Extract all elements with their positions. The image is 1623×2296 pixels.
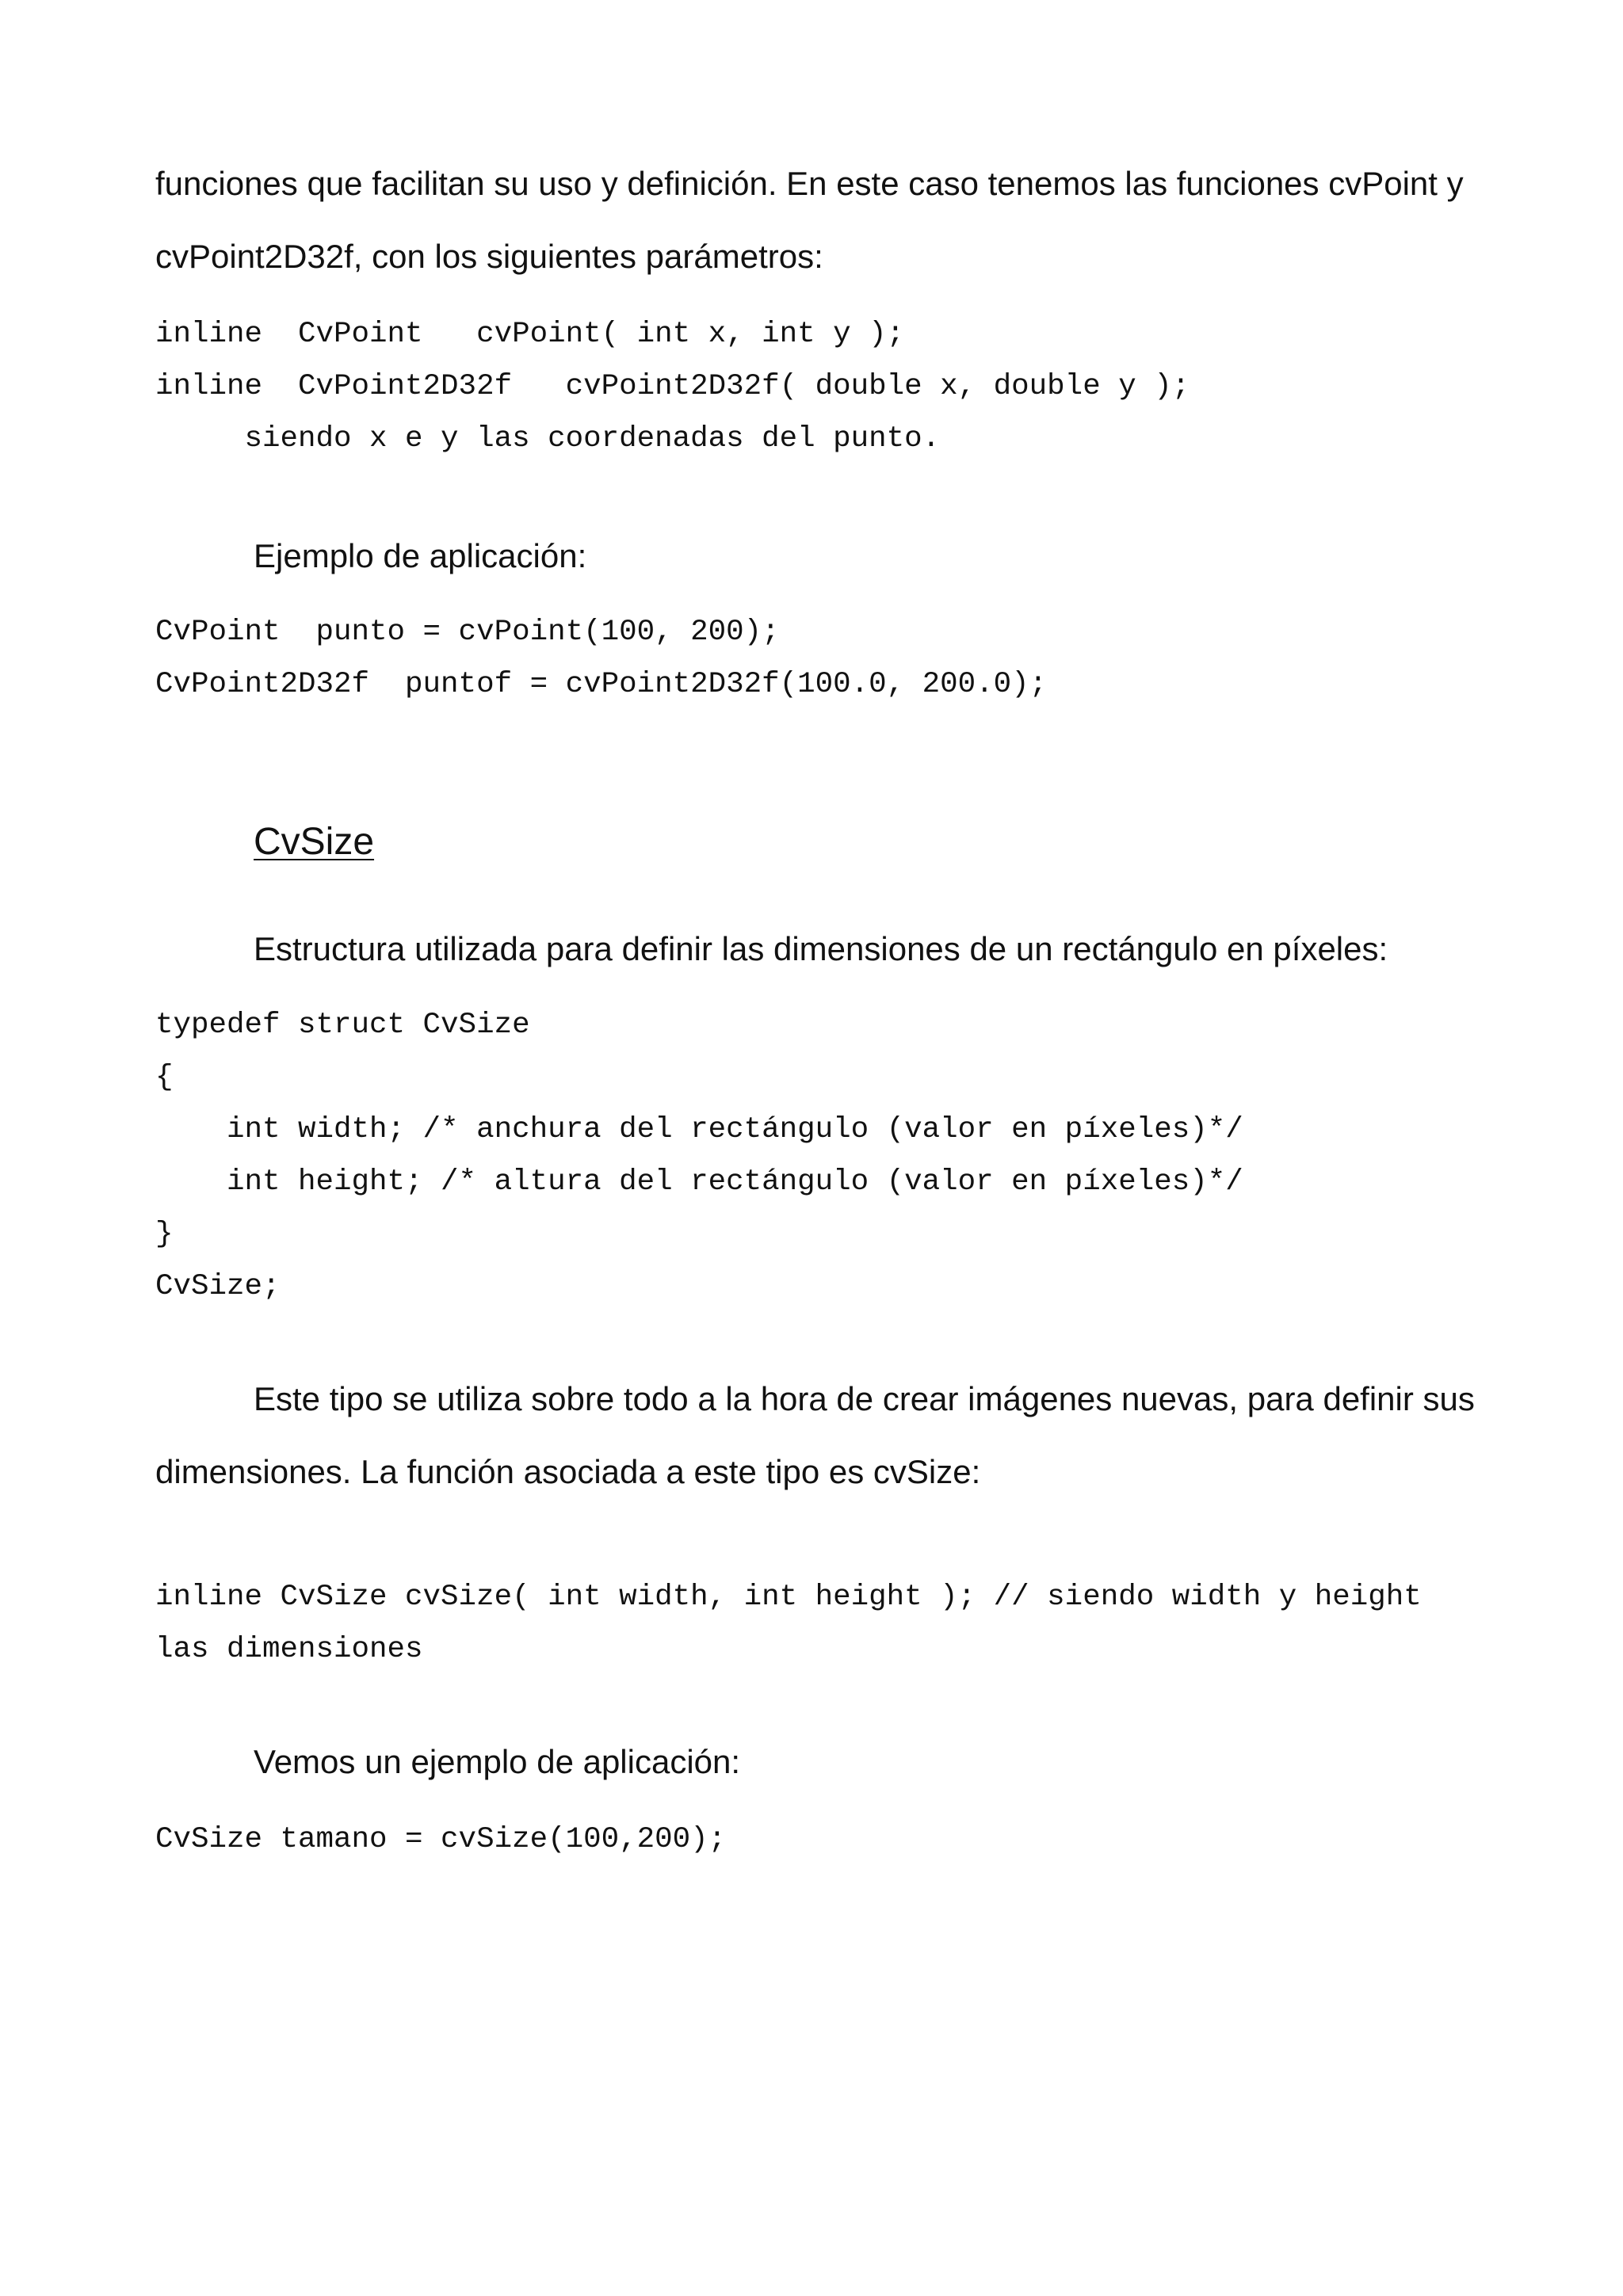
example1-code-line-1: CvPoint punto = cvPoint(100, 200); <box>155 616 780 649</box>
code-decl-line-2: inline CvPoint2D32f cvPoint2D32f( double x, double y ); <box>155 370 1190 403</box>
example2-label: Vemos un ejemplo de aplicación: <box>254 1743 741 1780</box>
struct-code-line-5: } <box>155 1218 174 1251</box>
section-description: Estructura utilizada para definir las dimensiones de un rectángulo en píxeles: <box>254 930 1388 967</box>
code-decl-line-1: inline CvPoint cvPoint( int x, int y ); <box>155 318 905 351</box>
example1-label: Ejemplo de aplicación: <box>254 537 587 574</box>
section-title: CvSize <box>254 821 375 863</box>
intro-line-1: funciones que facilitan su uso y definición. En este caso tenemos las funciones cvPoint y <box>155 165 1464 202</box>
struct-code-line-1: typedef struct CvSize <box>155 1009 530 1042</box>
usage-line-2: dimensiones. La función asociada a este tipo es cvSize: <box>155 1453 981 1490</box>
struct-code-line-3: int width; /* anchura del rectángulo (valor en píxeles)*/ <box>155 1113 1243 1146</box>
struct-code-line-4: int height; /* altura del rectángulo (valor en píxeles)*/ <box>155 1165 1243 1199</box>
example2-code-line-1: CvSize tamano = cvSize(100,200); <box>155 1823 727 1856</box>
func-code-line-2: las dimensiones <box>155 1633 423 1666</box>
example1-code-line-2: CvPoint2D32f puntof = cvPoint2D32f(100.0, 200.0); <box>155 668 1048 701</box>
usage-line-1: Este tipo se utiliza sobre todo a la hora de crear imágenes nuevas, para definir sus <box>254 1380 1475 1417</box>
struct-code-line-2: { <box>155 1061 174 1094</box>
intro-line-2: cvPoint2D32f, con los siguientes parámetros: <box>155 238 823 275</box>
func-code-line-1: inline CvSize cvSize( int width, int height ); // siendo width y height <box>155 1581 1422 1614</box>
code-decl-line-3: siendo x e y las coordenadas del punto. <box>155 422 941 456</box>
struct-code-line-6: CvSize; <box>155 1270 281 1303</box>
